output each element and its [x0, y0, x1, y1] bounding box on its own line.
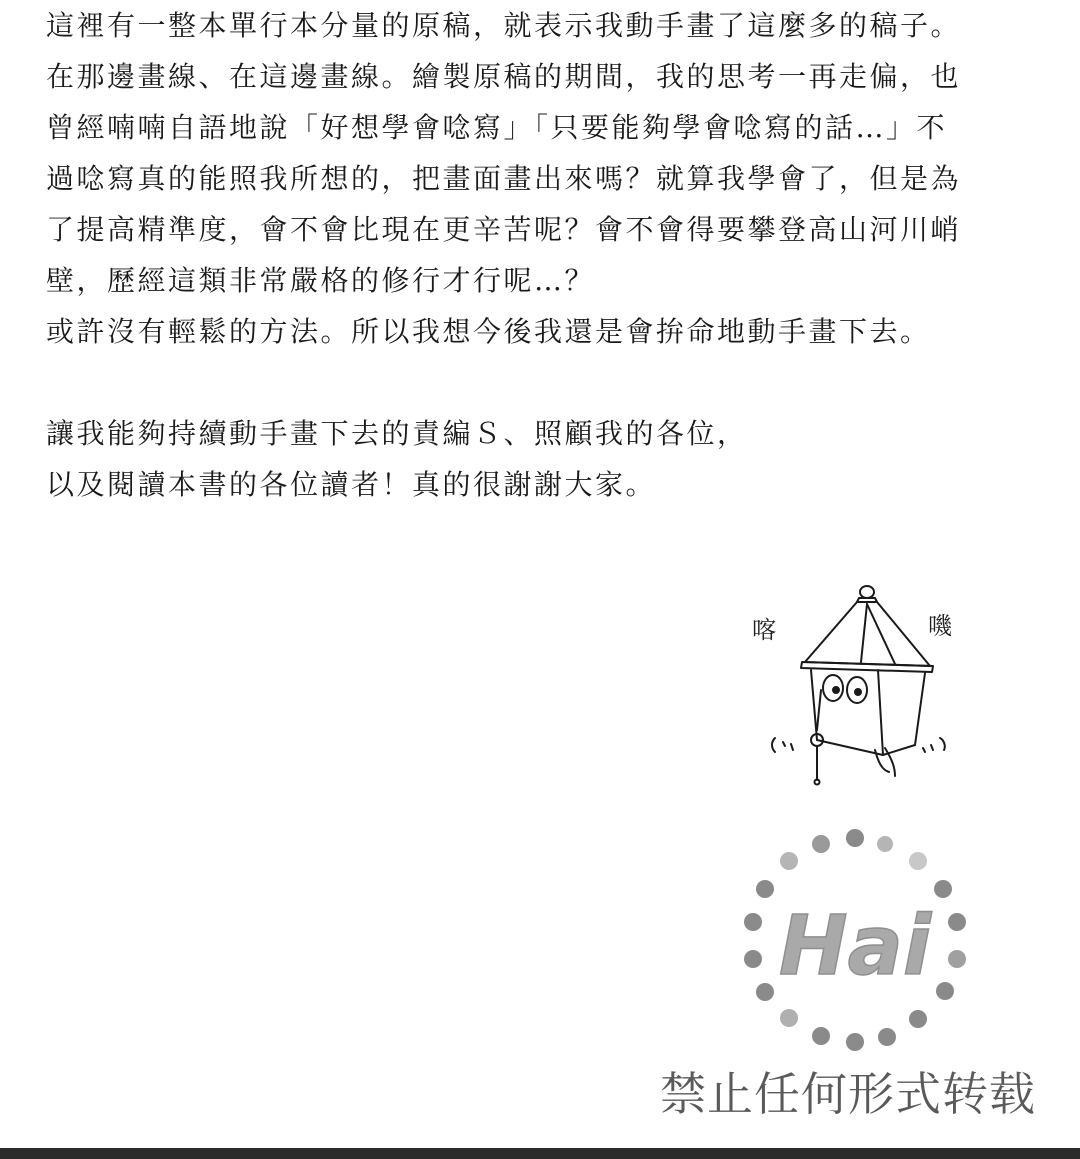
watermark-logo — [735, 826, 975, 1056]
text-line: 或許沒有輕鬆的方法。所以我想今後我還是會拚命地動手畫下去。 — [46, 315, 931, 348]
text-line: 過唸寫真的能照我所想的，把畫面畫出來嗎？就算我學會了，但是為 — [46, 162, 962, 195]
text-line: 以及閱讀本書的各位讀者！真的很謝謝大家。 — [46, 468, 657, 501]
text-line: 在那邊畫線、在這邊畫線。繪製原稿的期間，我的思考一再走偏，也 — [46, 60, 962, 93]
text-line: 這裡有一整本單行本分量的原稿，就表示我動手畫了這麼多的稿子。 — [46, 9, 962, 42]
paragraph-gap — [46, 357, 1056, 408]
text-line: 曾經喃喃自語地說「好想學會唸寫」「只要能夠學會唸寫的話…」不 — [46, 111, 948, 144]
afterword-text — [46, 0, 1056, 510]
sfx-right: 嘰 — [928, 612, 952, 640]
watermark-logo-text: Hai — [778, 899, 932, 994]
bottom-bar — [0, 1148, 1080, 1159]
text-line: 讓我能夠持續動手畫下去的責編Ｓ、照顧我的各位， — [46, 417, 748, 450]
lantern-character-icon — [745, 580, 975, 795]
text-line: 了提高精準度，會不會比現在更辛苦呢？會不會得要攀登高山河川峭 — [46, 213, 962, 246]
watermark-notice: 禁止任何形式转载 — [660, 1067, 1036, 1121]
sfx-left: 喀 — [752, 616, 776, 644]
text-line: 壁，歷經這類非常嚴格的修行才行呢…？ — [46, 264, 596, 297]
